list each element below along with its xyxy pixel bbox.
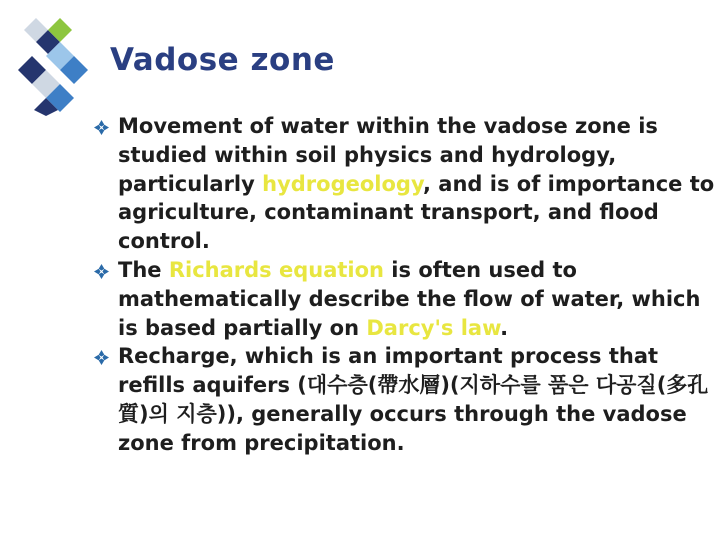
- diamond-bullet-icon: [94, 350, 109, 365]
- richards-equation-link[interactable]: Richards equation: [168, 257, 384, 282]
- bullet-text: , and is of importance to agriculture, contaminant transport, and flood control.: [118, 171, 715, 254]
- bullet-text: is often used to mathematically describe the flow of water, which is based partially on: [118, 257, 701, 340]
- bullet-item: [94, 342, 718, 457]
- cube-cluster-logo: [14, 16, 114, 116]
- bullet-text: .: [500, 315, 509, 340]
- bullet-text: Recharge, which is an important process that refills aquifers (대수층(帶水層)(지하수를 품은 다공질(多孔質)의 지층)), generally occurs through the vadose zone from precipitation.: [118, 344, 709, 455]
- bullet-list: [94, 112, 718, 458]
- diamond-bullet-icon: [94, 264, 109, 279]
- page-title: Vadose zone: [110, 42, 335, 78]
- bullet-text: Movement of water within the vadose zone is studied within soil physics and hydrology, particularly: [118, 114, 658, 196]
- hydrogeology-link[interactable]: hydrogeology: [262, 171, 423, 196]
- bullet-item: [94, 112, 718, 256]
- diamond-bullet-icon: [94, 120, 109, 135]
- darcys-law-link[interactable]: Darcy's law: [366, 315, 501, 340]
- bullet-text: The: [118, 257, 169, 282]
- bullet-item: [94, 256, 718, 342]
